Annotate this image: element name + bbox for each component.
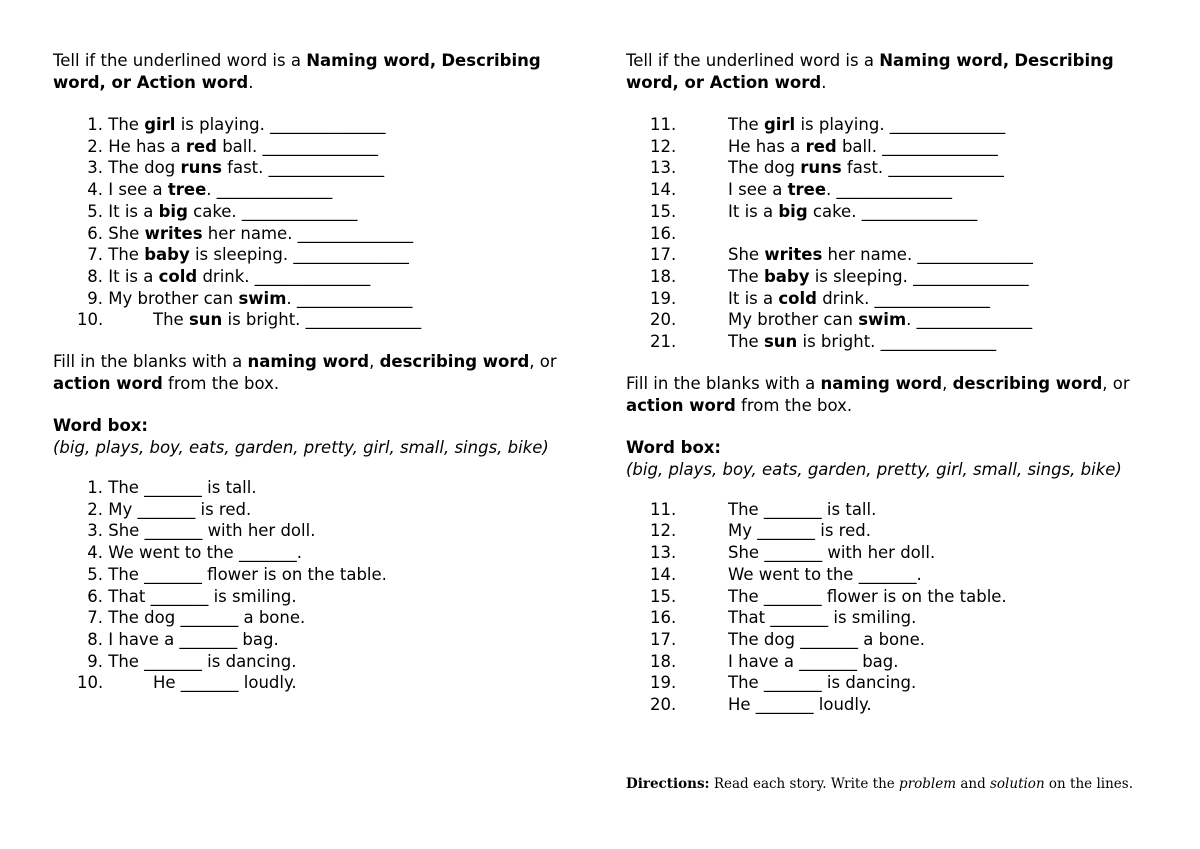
item-text: The sun is bright. ______________ <box>153 310 422 330</box>
list-item <box>53 157 573 179</box>
list-item <box>53 114 573 136</box>
item-text: I have a _______ bag. <box>103 629 279 649</box>
item-number: 20. <box>650 310 677 330</box>
item-text: The sun is bright. ______________ <box>728 332 997 352</box>
item-text: That _______ is smiling. <box>103 586 297 606</box>
item-number: 16. <box>650 223 677 243</box>
list-item <box>626 331 1156 353</box>
item-text: The _______ flower is on the table. <box>728 586 1007 606</box>
word-box-words: (big, plays, boy, eats, garden, pretty, girl, small, sings, bike) <box>53 438 549 458</box>
item-text: It is a cold drink. ______________ <box>103 266 371 286</box>
item-text: The dog _______ a bone. <box>103 608 306 628</box>
item-text <box>728 223 733 245</box>
item-text: My brother can swim. ______________ <box>103 288 413 308</box>
item-text: She _______ with her doll. <box>103 521 316 541</box>
item-number: 16. <box>650 608 677 628</box>
item-number: 19. <box>650 288 677 308</box>
item-number: 18. <box>650 266 677 286</box>
word-box-title: Word box: <box>626 437 722 457</box>
list-item <box>626 309 1156 331</box>
item-number: 1. <box>87 478 103 498</box>
item-number: 10. <box>77 673 104 693</box>
item-number: 4. <box>87 543 103 563</box>
item-text: I see a tree. ______________ <box>103 180 333 200</box>
list-item <box>626 114 1156 136</box>
list-item <box>626 179 1156 201</box>
item-text: He _______ loudly. <box>153 673 297 693</box>
item-number: 7. <box>87 608 103 628</box>
item-number: 13. <box>650 158 677 178</box>
item-text: The girl is playing. ______________ <box>103 115 386 134</box>
list-item <box>626 244 1156 266</box>
item-number: 21. <box>650 332 677 352</box>
item-number: 3. <box>87 158 103 178</box>
list-item <box>626 672 1156 694</box>
directions-note: Directions: Read each story. Write the problem and solution on the lines. <box>626 776 1133 792</box>
item-number: 10. <box>77 310 104 330</box>
item-text: We went to the _______. <box>103 543 302 563</box>
item-text: She writes her name. ______________ <box>103 223 414 243</box>
list-item <box>53 288 573 310</box>
list-item <box>626 651 1156 673</box>
list-item <box>626 542 1156 564</box>
list-item <box>53 179 573 201</box>
list-item <box>53 136 573 158</box>
list-item <box>53 309 573 331</box>
instructions-fill-blanks: Fill in the blanks with a naming word, describing word, or action word from the box. <box>626 373 1130 415</box>
list-item <box>626 694 1156 716</box>
list-item <box>53 542 573 564</box>
list-item <box>53 477 573 499</box>
item-text: I have a _______ bag. <box>728 651 899 671</box>
item-text: The dog runs fast. ______________ <box>728 158 1004 178</box>
item-number: 8. <box>87 266 103 286</box>
item-number: 17. <box>650 245 677 265</box>
item-number: 12. <box>650 136 677 156</box>
item-text: The girl is playing. ______________ <box>728 115 1006 134</box>
item-number: 5. <box>87 564 103 584</box>
item-text: My _______ is red. <box>103 499 252 519</box>
item-number: 2. <box>87 136 103 156</box>
list-item <box>626 288 1156 310</box>
item-text: We went to the _______. <box>728 564 922 584</box>
item-text: She writes her name. ______________ <box>728 245 1033 265</box>
item-text: The baby is sleeping. ______________ <box>728 266 1029 286</box>
list-item <box>53 499 573 521</box>
item-number: 15. <box>650 586 677 606</box>
item-text: My _______ is red. <box>728 521 871 541</box>
item-number: 14. <box>650 564 677 584</box>
list-item <box>626 520 1156 542</box>
item-text: The _______ is tall. <box>103 478 257 498</box>
item-number: 9. <box>87 651 103 671</box>
list-item <box>53 672 573 694</box>
item-number: 7. <box>87 245 103 265</box>
item-text: That _______ is smiling. <box>728 608 917 628</box>
item-number: 13. <box>650 543 677 563</box>
item-number: 4. <box>87 180 103 200</box>
item-text: He has a red ball. ______________ <box>103 136 378 156</box>
item-number: 5. <box>87 201 103 221</box>
list-item <box>53 564 573 586</box>
item-text: The _______ is dancing. <box>728 673 917 693</box>
list-item <box>53 223 573 245</box>
list-item <box>53 244 573 266</box>
item-number: 6. <box>87 586 103 606</box>
item-number: 14. <box>650 180 677 200</box>
item-text: I see a tree. ______________ <box>728 180 953 200</box>
item-number: 15. <box>650 201 677 221</box>
item-text: The dog runs fast. ______________ <box>103 158 385 178</box>
item-text: He _______ loudly. <box>728 695 872 715</box>
list-item <box>53 201 573 223</box>
fill-blank-list <box>53 477 573 694</box>
word-box-words: (big, plays, boy, eats, garden, pretty, girl, small, sings, bike) <box>626 459 1122 479</box>
item-text: The _______ is dancing. <box>103 651 297 671</box>
list-item <box>53 520 573 542</box>
list-item <box>626 201 1156 223</box>
item-text: It is a big cake. ______________ <box>103 201 358 221</box>
word-box-title: Word box: <box>53 416 149 436</box>
item-text: He has a red ball. ______________ <box>728 136 998 156</box>
item-number: 20. <box>650 695 677 715</box>
list-item <box>626 136 1156 158</box>
underlined-word-list <box>53 114 573 331</box>
instructions-underlined-words: Tell if the underlined word is a Naming word, Describing word, or Action word. <box>53 51 541 92</box>
list-item <box>53 586 573 608</box>
item-number: 11. <box>650 499 677 519</box>
item-number: 1. <box>87 115 103 134</box>
item-text: The _______ flower is on the table. <box>103 564 387 584</box>
instructions-underlined-words: Tell if the underlined word is a Naming word, Describing word, or Action word. <box>626 51 1114 92</box>
list-item <box>626 629 1156 651</box>
list-item <box>626 157 1156 179</box>
item-text: It is a big cake. ______________ <box>728 201 978 221</box>
item-number: 3. <box>87 521 103 541</box>
item-number: 18. <box>650 651 677 671</box>
underlined-word-list <box>626 114 1156 353</box>
list-item <box>626 607 1156 629</box>
item-number: 12. <box>650 521 677 541</box>
list-item <box>53 266 573 288</box>
item-number: 2. <box>87 499 103 519</box>
worksheet-left-column <box>53 50 573 694</box>
list-item <box>626 499 1156 521</box>
list-item <box>626 223 1156 245</box>
list-item <box>626 564 1156 586</box>
item-text: The _______ is tall. <box>728 499 877 519</box>
item-number: 19. <box>650 673 677 693</box>
list-item <box>53 651 573 673</box>
item-text: It is a cold drink. ______________ <box>728 288 991 308</box>
item-text: My brother can swim. ______________ <box>728 310 1033 330</box>
item-number: 17. <box>650 629 677 649</box>
instructions-fill-blanks: Fill in the blanks with a naming word, describing word, or action word from the box. <box>53 352 557 394</box>
fill-blank-list <box>626 499 1156 716</box>
item-number: 6. <box>87 223 103 243</box>
item-number: 9. <box>87 288 103 308</box>
item-number: 8. <box>87 629 103 649</box>
item-number: 11. <box>650 115 677 134</box>
list-item <box>626 586 1156 608</box>
list-item <box>53 629 573 651</box>
item-text: She _______ with her doll. <box>728 543 936 563</box>
item-text: The baby is sleeping. ______________ <box>103 245 409 265</box>
item-text: The dog _______ a bone. <box>728 629 925 649</box>
list-item <box>53 607 573 629</box>
worksheet-right-column <box>626 50 1156 716</box>
list-item <box>626 266 1156 288</box>
